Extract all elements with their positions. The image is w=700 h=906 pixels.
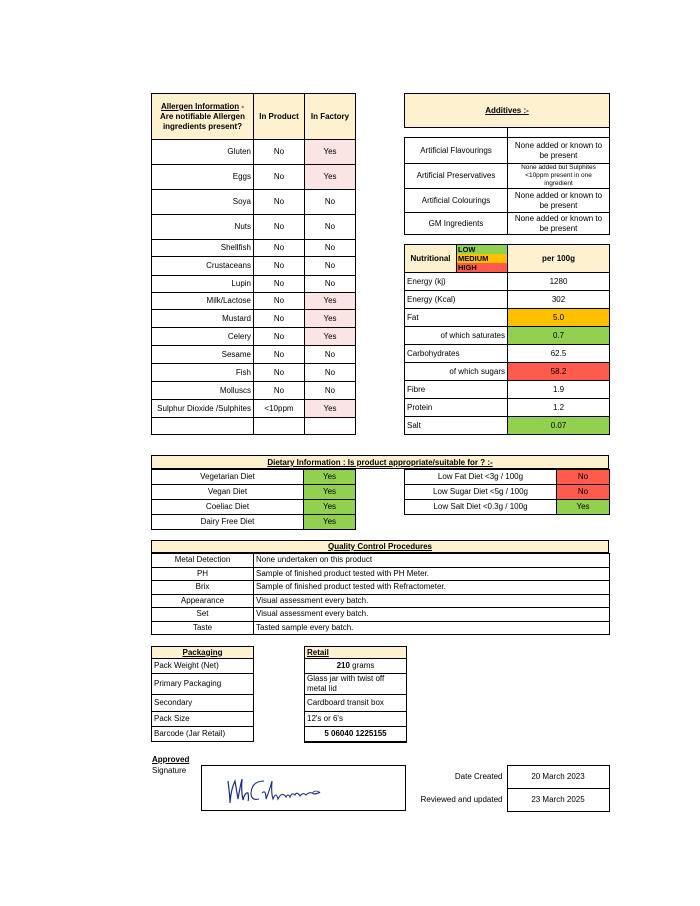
packaging-gap bbox=[254, 674, 305, 695]
qc-description: Sample of finished product tested with PH Meter. bbox=[254, 567, 610, 581]
additive-row bbox=[405, 138, 610, 164]
qc-procedure: Appearance bbox=[152, 594, 254, 608]
in-factory-value: No bbox=[305, 190, 356, 215]
additives-table bbox=[404, 93, 610, 235]
dietary-right-table bbox=[404, 469, 610, 515]
allergen-name: Nuts bbox=[152, 215, 254, 240]
allergen-row bbox=[152, 215, 356, 240]
dietary-row bbox=[405, 470, 610, 485]
allergen-row bbox=[152, 190, 356, 215]
in-factory-value: No bbox=[305, 215, 356, 240]
allergen-title: Allergen Information bbox=[160, 101, 240, 111]
packaging-name: Pack Size bbox=[152, 712, 254, 727]
qc-description: Visual assessment every batch. bbox=[254, 608, 610, 622]
allergen-table bbox=[151, 93, 356, 435]
diet-value: No bbox=[557, 470, 610, 485]
signature-image bbox=[204, 767, 404, 809]
allergen-name: Fish bbox=[152, 364, 254, 382]
qc-description: Tasted sample every batch. bbox=[254, 621, 610, 635]
signature-label: Signature bbox=[152, 766, 187, 775]
per-100g-header: per 100g bbox=[508, 245, 610, 273]
in-factory-value: No bbox=[305, 346, 356, 364]
nutrient-value: 62.5 bbox=[508, 345, 610, 363]
allergen-name: Milk/Lactose bbox=[152, 293, 254, 310]
allergen-row bbox=[152, 140, 356, 165]
allergen-row bbox=[152, 346, 356, 364]
allergen-name: Eggs bbox=[152, 165, 254, 190]
additive-value: None added or known to be present bbox=[508, 189, 610, 213]
quality-title: Quality Control Procedures bbox=[151, 540, 609, 553]
packaging-value-bold: 5 06040 1225155 bbox=[324, 728, 387, 738]
dietary-row bbox=[152, 500, 356, 515]
additive-value: None added or known to be present bbox=[508, 138, 610, 164]
nutrition-row bbox=[405, 345, 610, 363]
packaging-value-text: Cardboard transit box bbox=[307, 698, 384, 707]
in-product-value: No bbox=[254, 240, 305, 257]
qc-procedure: PH bbox=[152, 567, 254, 581]
nutrition-header: Nutritional bbox=[405, 245, 457, 273]
quality-row bbox=[152, 594, 610, 608]
nutrient-value: 1.2 bbox=[508, 399, 610, 417]
diet-value: Yes bbox=[557, 500, 610, 515]
additive-name: GM Ingredients bbox=[405, 213, 508, 235]
packaging-title: Packaging bbox=[152, 647, 254, 659]
nutrient-name: Energy (kj) bbox=[405, 273, 508, 291]
allergen-name: Lupin bbox=[152, 276, 254, 293]
quality-row bbox=[152, 567, 610, 581]
allergen-name: Molluscs bbox=[152, 382, 254, 400]
nutrition-table bbox=[404, 244, 610, 435]
in-factory-value: Yes bbox=[305, 328, 356, 346]
in-factory-value: No bbox=[305, 364, 356, 382]
nutrient-name: Carbohydrates bbox=[405, 345, 508, 363]
allergen-row bbox=[152, 382, 356, 400]
in-product-header: In Product bbox=[254, 94, 305, 140]
in-product-value: No bbox=[254, 140, 305, 165]
packaging-table bbox=[151, 646, 407, 743]
allergen-name: Gluten bbox=[152, 140, 254, 165]
dietary-row bbox=[152, 515, 356, 530]
diet-name: Low Sugar Diet <5g / 100g bbox=[405, 485, 557, 500]
packaging-value bbox=[305, 695, 407, 712]
additive-name: Artificial Flavourings bbox=[405, 138, 508, 164]
reviewed-value: 23 March 2025 bbox=[507, 789, 609, 812]
quality-table bbox=[151, 553, 610, 635]
additive-row bbox=[405, 213, 610, 235]
nutrient-name: of which saturates bbox=[405, 327, 508, 345]
in-factory-value: Yes bbox=[305, 165, 356, 190]
quality-row bbox=[152, 608, 610, 622]
allergen-row bbox=[152, 240, 356, 257]
in-factory-value: No bbox=[305, 240, 356, 257]
legend-high: HIGH bbox=[457, 263, 507, 272]
allergen-row bbox=[152, 276, 356, 293]
diet-name: Low Salt Diet <0.3g / 100g bbox=[405, 500, 557, 515]
in-factory-value: No bbox=[305, 276, 356, 293]
diet-value: Yes bbox=[304, 500, 356, 515]
allergen-row bbox=[152, 364, 356, 382]
dietary-row bbox=[405, 485, 610, 500]
nutrition-row bbox=[405, 273, 610, 291]
diet-name: Vegetarian Diet bbox=[152, 470, 304, 485]
nutrient-value: 302 bbox=[508, 291, 610, 309]
dietary-row bbox=[152, 470, 356, 485]
packaging-gap bbox=[254, 727, 305, 742]
diet-name: Coeliac Diet bbox=[152, 500, 304, 515]
dates-table bbox=[406, 765, 610, 812]
nutrient-value: 5.0 bbox=[508, 309, 610, 327]
qc-procedure: Brix bbox=[152, 581, 254, 595]
allergen-name: Crustaceans bbox=[152, 257, 254, 276]
qc-procedure: Metal Detection bbox=[152, 554, 254, 568]
allergen-empty-row bbox=[152, 418, 356, 435]
in-product-value: No bbox=[254, 293, 305, 310]
nutrient-value: 0.7 bbox=[508, 327, 610, 345]
in-product-value: No bbox=[254, 190, 305, 215]
quality-row bbox=[152, 621, 610, 635]
allergen-name: Sulphur Dioxide /Sulphites bbox=[152, 400, 254, 418]
allergen-row bbox=[152, 293, 356, 310]
nutrient-name: Salt bbox=[405, 417, 508, 435]
nutrition-row bbox=[405, 381, 610, 399]
packaging-gap bbox=[254, 659, 305, 674]
in-factory-value: No bbox=[305, 257, 356, 276]
diet-value: No bbox=[557, 485, 610, 500]
additive-row bbox=[405, 164, 610, 189]
in-product-value: No bbox=[254, 310, 305, 328]
allergen-name: Celery bbox=[152, 328, 254, 346]
in-factory-value: Yes bbox=[305, 310, 356, 328]
nutrition-row bbox=[405, 309, 610, 327]
quality-row bbox=[152, 581, 610, 595]
allergen-name: Shellfish bbox=[152, 240, 254, 257]
dietary-row bbox=[405, 500, 610, 515]
nutrient-value: 1.9 bbox=[508, 381, 610, 399]
nutrient-name: Energy (Kcal) bbox=[405, 291, 508, 309]
reviewed-label: Reviewed and updated bbox=[420, 795, 503, 804]
additive-name: Artificial Preservatives bbox=[405, 164, 508, 189]
packaging-row bbox=[152, 659, 407, 674]
packaging-value bbox=[305, 674, 407, 695]
nutrient-name: of which sugars bbox=[405, 363, 508, 381]
quality-row bbox=[152, 554, 610, 568]
packaging-value-text: grams bbox=[349, 661, 375, 670]
diet-value: Yes bbox=[304, 470, 356, 485]
additives-title: Additives :- bbox=[405, 94, 610, 128]
additive-row bbox=[405, 189, 610, 213]
in-product-value: No bbox=[254, 382, 305, 400]
packaging-name: Pack Weight (Net) bbox=[152, 659, 254, 674]
packaging-value bbox=[305, 659, 407, 674]
packaging-value bbox=[305, 727, 407, 742]
in-factory-value: Yes bbox=[305, 293, 356, 310]
allergen-title-rest: - Are notifiable Allergen ingredients present? bbox=[159, 101, 246, 131]
packaging-value-text: 12's or 6's bbox=[307, 714, 343, 723]
allergen-row bbox=[152, 328, 356, 346]
allergen-name: Soya bbox=[152, 190, 254, 215]
allergen-row bbox=[152, 165, 356, 190]
nutrition-row bbox=[405, 291, 610, 309]
qc-procedure: Taste bbox=[152, 621, 254, 635]
dietary-title: Dietary Information : Is product appropriate/suitable for ? :- bbox=[151, 455, 609, 469]
allergen-name: Sesame bbox=[152, 346, 254, 364]
diet-value: Yes bbox=[304, 515, 356, 530]
in-product-value: No bbox=[254, 215, 305, 240]
diet-value: Yes bbox=[304, 485, 356, 500]
in-product-value: No bbox=[254, 364, 305, 382]
in-product-value: No bbox=[254, 165, 305, 190]
packaging-value-bold: 210 bbox=[336, 661, 350, 670]
legend-low: LOW bbox=[457, 245, 507, 254]
packaging-name: Primary Packaging bbox=[152, 674, 254, 695]
packaging-gap bbox=[254, 695, 305, 712]
nutrition-row bbox=[405, 363, 610, 381]
packaging-value-text: Glass jar with twist off metal lid bbox=[307, 674, 385, 693]
packaging-row bbox=[152, 712, 407, 727]
packaging-gap bbox=[254, 712, 305, 727]
traffic-light-legend bbox=[457, 245, 508, 273]
nutrition-row bbox=[405, 327, 610, 345]
packaging-name: Barcode (Jar Retail) bbox=[152, 727, 254, 742]
packaging-row bbox=[152, 695, 407, 712]
approved-label: Approved bbox=[152, 755, 190, 764]
in-product-value: No bbox=[254, 257, 305, 276]
diet-name: Dairy Free Diet bbox=[152, 515, 304, 530]
dietary-left-table bbox=[151, 469, 356, 530]
qc-description: Sample of finished product tested with Refractometer. bbox=[254, 581, 610, 595]
date-created-value: 20 March 2023 bbox=[507, 766, 609, 789]
allergen-row bbox=[152, 310, 356, 328]
diet-name: Vegan Diet bbox=[152, 485, 304, 500]
in-factory-value: Yes bbox=[305, 140, 356, 165]
allergen-row bbox=[152, 257, 356, 276]
allergen-name: Mustard bbox=[152, 310, 254, 328]
packaging-name: Secondary bbox=[152, 695, 254, 712]
allergen-row bbox=[152, 400, 356, 418]
additive-value: None added or known to be present bbox=[508, 213, 610, 235]
nutrient-name: Fibre bbox=[405, 381, 508, 399]
nutrient-name: Fat bbox=[405, 309, 508, 327]
additive-name: Artificial Colourings bbox=[405, 189, 508, 213]
nutrition-row bbox=[405, 399, 610, 417]
allergen-header bbox=[152, 94, 254, 140]
nutrient-value: 58.2 bbox=[508, 363, 610, 381]
in-factory-header: In Factory bbox=[305, 94, 356, 140]
nutrition-row bbox=[405, 417, 610, 435]
packaging-row bbox=[152, 674, 407, 695]
retail-title: Retail bbox=[305, 647, 407, 659]
in-product-value: No bbox=[254, 346, 305, 364]
additive-value: None added but Sulphites <10ppm present in one ingredient bbox=[508, 164, 610, 189]
nutrient-name: Protein bbox=[405, 399, 508, 417]
signature-box bbox=[201, 765, 406, 811]
legend-medium: MEDIUM bbox=[457, 254, 507, 263]
nutrient-value: 0.07 bbox=[508, 417, 610, 435]
diet-name: Low Fat Diet <3g / 100g bbox=[405, 470, 557, 485]
packaging-value bbox=[305, 712, 407, 727]
in-factory-value: No bbox=[305, 382, 356, 400]
qc-description: Visual assessment every batch. bbox=[254, 594, 610, 608]
in-product-value: No bbox=[254, 276, 305, 293]
in-factory-value: Yes bbox=[305, 400, 356, 418]
dietary-row bbox=[152, 485, 356, 500]
nutrient-value: 1280 bbox=[508, 273, 610, 291]
date-created-label: Date Created bbox=[454, 772, 503, 781]
qc-procedure: Set bbox=[152, 608, 254, 622]
in-product-value: No bbox=[254, 328, 305, 346]
qc-description: None undertaken on this product bbox=[254, 554, 610, 568]
in-product-value: <10ppm bbox=[254, 400, 305, 418]
packaging-row bbox=[152, 727, 407, 742]
